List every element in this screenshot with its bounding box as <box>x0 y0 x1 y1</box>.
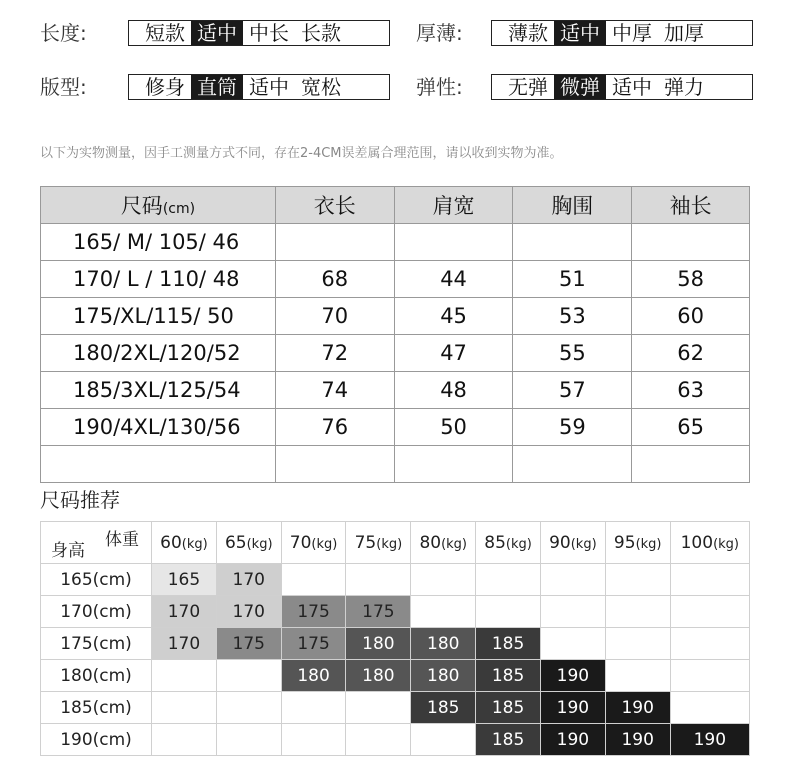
attribute-option: 短款 <box>145 21 185 45</box>
attribute-option: 中长 <box>249 21 289 45</box>
attribute-option: 适中 <box>249 75 289 99</box>
recommend-cell: 180 <box>346 628 411 660</box>
recommend-cell <box>216 692 281 724</box>
attribute-option: 适中 <box>612 75 652 99</box>
measure-cell: 74 <box>275 372 394 409</box>
recommend-cell: 190 <box>670 724 749 756</box>
height-header: 175(cm) <box>41 628 152 660</box>
height-header: 165(cm) <box>41 564 152 596</box>
measure-cell: 44 <box>394 261 513 298</box>
measure-cell: 63 <box>632 372 750 409</box>
recommend-row <box>41 564 750 596</box>
attribute-option: 中厚 <box>612 21 652 45</box>
measure-cell: 51 <box>513 261 632 298</box>
size-cell: 185/3XL/125/54 <box>41 372 276 409</box>
recommend-cell: 170 <box>152 596 217 628</box>
weight-label: 体重 <box>105 530 139 550</box>
measure-cell: 65 <box>632 409 750 446</box>
size-cell <box>41 446 276 483</box>
measurement-note: 以下为实物测量，因手工测量方式不同，存在2-4CM误差属合理范围，请以收到实物为准。 <box>40 146 563 161</box>
size-cell: 190/4XL/130/56 <box>41 409 276 446</box>
measure-cell <box>275 224 394 261</box>
attribute-option: 适中 <box>554 21 606 45</box>
measure-cell: 76 <box>275 409 394 446</box>
recommend-cell <box>346 724 411 756</box>
header-size: 尺码(cm) <box>41 187 276 224</box>
attribute-option: 弹力 <box>664 75 704 99</box>
recommend-cell <box>605 628 670 660</box>
size-table <box>40 186 750 483</box>
measure-cell: 72 <box>275 335 394 372</box>
recommend-cell <box>346 692 411 724</box>
recommend-cell <box>670 564 749 596</box>
attribute-options <box>491 20 753 46</box>
recommend-cell: 180 <box>411 628 476 660</box>
recommend-cell <box>540 628 605 660</box>
weight-header: 65(kg) <box>216 522 281 564</box>
attribute-option: 宽松 <box>301 75 341 99</box>
recommend-cell: 175 <box>346 596 411 628</box>
measure-cell: 50 <box>394 409 513 446</box>
measure-cell <box>394 446 513 483</box>
header-chest: 胸围 <box>513 187 632 224</box>
recommend-cell: 185 <box>476 692 541 724</box>
size-row <box>41 409 750 446</box>
measure-cell: 59 <box>513 409 632 446</box>
size-row <box>41 372 750 409</box>
measure-cell: 58 <box>632 261 750 298</box>
recommend-cell <box>216 660 281 692</box>
recommend-cell <box>281 724 346 756</box>
header-length: 衣长 <box>275 187 394 224</box>
recommend-row <box>41 660 750 692</box>
weight-header: 95(kg) <box>605 522 670 564</box>
recommend-cell <box>411 724 476 756</box>
attribute-options <box>491 74 753 100</box>
attribute-option: 直筒 <box>191 75 243 99</box>
measure-cell: 70 <box>275 298 394 335</box>
header-sleeve: 袖长 <box>632 187 750 224</box>
recommend-cell <box>346 564 411 596</box>
recommend-cell: 190 <box>605 692 670 724</box>
recommend-cell <box>540 564 605 596</box>
measure-cell <box>513 224 632 261</box>
recommend-cell <box>152 724 217 756</box>
corner-cell <box>41 522 152 564</box>
recommend-cell <box>670 628 749 660</box>
height-header: 190(cm) <box>41 724 152 756</box>
attribute-label: 弹性: <box>416 75 463 99</box>
recommend-cell: 175 <box>281 628 346 660</box>
measure-cell: 45 <box>394 298 513 335</box>
height-header: 180(cm) <box>41 660 152 692</box>
recommend-row <box>41 724 750 756</box>
recommend-cell <box>605 564 670 596</box>
size-table-header <box>41 187 750 224</box>
recommend-cell <box>216 724 281 756</box>
recommend-cell: 185 <box>476 628 541 660</box>
recommend-cell <box>605 596 670 628</box>
recommend-title: 尺码推荐 <box>40 488 120 512</box>
attribute-option: 无弹 <box>508 75 548 99</box>
measure-cell <box>394 224 513 261</box>
recommend-cell: 180 <box>346 660 411 692</box>
recommend-cell <box>670 660 749 692</box>
recommend-row <box>41 628 750 660</box>
size-cell: 175/XL/115/ 50 <box>41 298 276 335</box>
recommend-cell <box>605 660 670 692</box>
recommend-header-row <box>41 522 750 564</box>
measure-cell: 57 <box>513 372 632 409</box>
measure-cell <box>275 446 394 483</box>
recommend-cell <box>152 692 217 724</box>
size-row <box>41 261 750 298</box>
weight-header: 80(kg) <box>411 522 476 564</box>
attribute-label: 厚薄: <box>416 21 463 45</box>
weight-header: 90(kg) <box>540 522 605 564</box>
size-cell: 165/ M/ 105/ 46 <box>41 224 276 261</box>
size-row <box>41 335 750 372</box>
recommend-cell <box>152 660 217 692</box>
recommend-cell <box>670 596 749 628</box>
recommend-cell: 190 <box>540 692 605 724</box>
recommend-cell: 190 <box>540 660 605 692</box>
measure-cell: 53 <box>513 298 632 335</box>
attribute-label: 版型: <box>40 75 87 99</box>
attribute-options <box>128 74 390 100</box>
header-shoulder: 肩宽 <box>394 187 513 224</box>
recommend-cell <box>476 564 541 596</box>
height-label: 身高 <box>51 541 85 561</box>
measure-cell: 62 <box>632 335 750 372</box>
measure-cell: 47 <box>394 335 513 372</box>
recommend-cell: 175 <box>216 628 281 660</box>
recommend-cell: 185 <box>476 660 541 692</box>
weight-header: 70(kg) <box>281 522 346 564</box>
measure-cell: 48 <box>394 372 513 409</box>
measure-cell: 68 <box>275 261 394 298</box>
recommend-cell: 170 <box>152 628 217 660</box>
size-cell: 170/ L / 110/ 48 <box>41 261 276 298</box>
measure-cell <box>632 224 750 261</box>
recommend-cell <box>411 564 476 596</box>
size-row <box>41 298 750 335</box>
measure-cell: 55 <box>513 335 632 372</box>
attribute-options <box>128 20 390 46</box>
recommend-table <box>40 521 750 756</box>
weight-header: 85(kg) <box>476 522 541 564</box>
recommend-cell: 190 <box>605 724 670 756</box>
height-header: 170(cm) <box>41 596 152 628</box>
weight-header: 75(kg) <box>346 522 411 564</box>
recommend-cell: 190 <box>540 724 605 756</box>
recommend-cell: 180 <box>411 660 476 692</box>
recommend-cell: 170 <box>216 564 281 596</box>
attribute-option: 微弹 <box>554 75 606 99</box>
size-cell: 180/2XL/120/52 <box>41 335 276 372</box>
measure-cell <box>632 446 750 483</box>
attribute-option: 薄款 <box>508 21 548 45</box>
attribute-label: 长度: <box>40 21 87 45</box>
recommend-cell <box>281 692 346 724</box>
weight-header: 100(kg) <box>670 522 749 564</box>
recommend-cell: 185 <box>476 724 541 756</box>
recommend-cell: 165 <box>152 564 217 596</box>
recommend-row <box>41 596 750 628</box>
attribute-option: 修身 <box>145 75 185 99</box>
recommend-cell <box>670 692 749 724</box>
recommend-cell: 180 <box>281 660 346 692</box>
size-row <box>41 446 750 483</box>
size-row <box>41 224 750 261</box>
attribute-option: 长款 <box>301 21 341 45</box>
weight-header: 60(kg) <box>152 522 217 564</box>
recommend-row <box>41 692 750 724</box>
recommend-cell <box>540 596 605 628</box>
recommend-cell <box>281 564 346 596</box>
recommend-cell: 170 <box>216 596 281 628</box>
attribute-option: 适中 <box>191 21 243 45</box>
recommend-cell <box>411 596 476 628</box>
attribute-option: 加厚 <box>664 21 704 45</box>
recommend-cell: 175 <box>281 596 346 628</box>
measure-cell: 60 <box>632 298 750 335</box>
recommend-cell <box>476 596 541 628</box>
recommend-cell: 185 <box>411 692 476 724</box>
height-header: 185(cm) <box>41 692 152 724</box>
measure-cell <box>513 446 632 483</box>
